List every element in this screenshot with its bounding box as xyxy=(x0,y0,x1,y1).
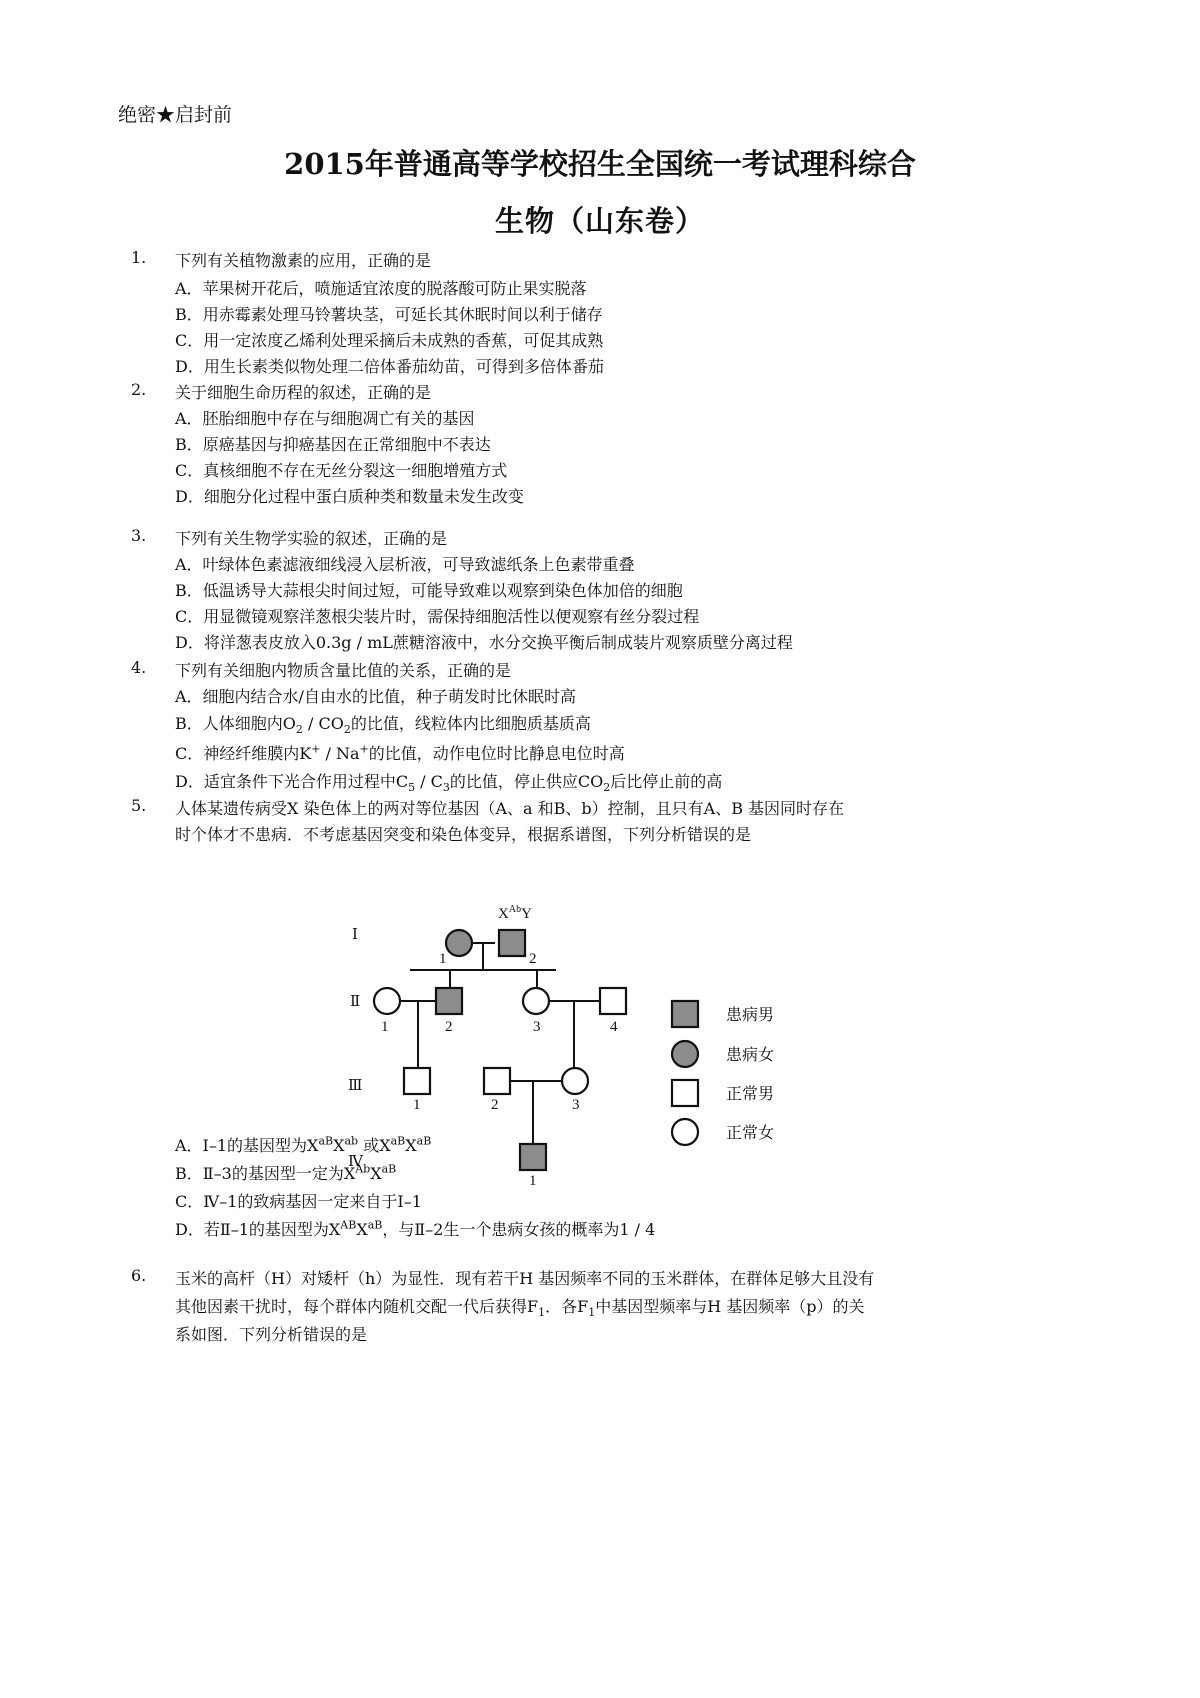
option-b: B．Ⅱ–3的基因型一定为$X^{Ab}X^{aB}$ xyxy=(175,1162,397,1183)
option-a: A．胚胎细胞中存在与细胞凋亡有关的基因 xyxy=(175,409,475,428)
question-number: 5. xyxy=(131,796,147,815)
option-c: C．Ⅳ–1的致病基因一定来自于Ⅰ–1 xyxy=(175,1192,422,1211)
option-d: D．适宜条件下光合作用过程中$C_5 / C_3$的比值，停止供应$CO_2$后比停止前的高 xyxy=(175,772,723,795)
option-b: B．原癌基因与抑癌基因在正常细胞中不表达 xyxy=(175,435,491,454)
option-c: C．真核细胞不存在无丝分裂这一细胞增殖方式 xyxy=(175,461,508,480)
option-b: B．低温诱导大蒜根尖时间过短，可能导致难以观察到染色体加倍的细胞 xyxy=(175,581,683,600)
option-a: A．细胞内结合水/自由水的比值，种子萌发时比休眠时高 xyxy=(175,687,576,706)
normal-male-symbol xyxy=(484,1068,510,1094)
legend-affected-male-icon xyxy=(672,1001,698,1027)
individual-number: 2 xyxy=(491,1097,499,1113)
exam-title: 2015年普通高等学校招生全国统一考试理科综合 xyxy=(284,147,916,181)
individual-number: 2 xyxy=(529,951,537,967)
question-stem: 关于细胞生命历程的叙述，正确的是 xyxy=(175,383,432,402)
individual-number: 2 xyxy=(445,1019,453,1035)
individual-number: 4 xyxy=(610,1019,618,1035)
legend-svg xyxy=(666,995,866,1175)
legend-label: 正常男 xyxy=(726,1084,775,1103)
option-a: A．叶绿体色素滤液细线浸入层析液，可导致滤纸条上色素带重叠 xyxy=(175,555,635,574)
option-a: A．Ⅰ–1的基因型为$X^{aB}X^{ab}$ 或$X^{aB}X^{aB}$ xyxy=(175,1134,432,1155)
individual-number: 3 xyxy=(572,1097,580,1113)
normal-female-symbol xyxy=(562,1068,588,1094)
question-number: 3. xyxy=(131,526,147,545)
legend-label: 患病女 xyxy=(726,1045,775,1064)
exam-subtitle: 生物（山东卷） xyxy=(494,204,705,238)
legend-label: 正常女 xyxy=(726,1123,775,1142)
option-d: D．细胞分化过程中蛋白质种类和数量未发生改变 xyxy=(175,487,524,506)
legend-affected-female-icon xyxy=(672,1041,698,1067)
option-c: C．神经纤维膜内K+ / Na+的比值，动作电位时比静息电位时高 xyxy=(175,742,625,763)
secret-label: 绝密★启封前 xyxy=(118,104,233,126)
pedigree-legend xyxy=(666,995,866,1175)
individual-number: 1 xyxy=(413,1097,421,1113)
question-stem-continued: 时个体才不患病．不考虑基因突变和染色体变异，根据系谱图，下列分析错误的是 xyxy=(175,825,752,844)
affected-male-symbol xyxy=(499,930,525,956)
option-c: C．用显微镜观察洋葱根尖装片时，需保持细胞活性以便观察有丝分裂过程 xyxy=(175,607,700,626)
legend-label: 患病男 xyxy=(726,1005,775,1024)
question-number: 4. xyxy=(131,658,147,677)
legend-normal-male-icon xyxy=(672,1080,698,1106)
option-c: C．用一定浓度乙烯利处理采摘后未成熟的香蕉，可促其成熟 xyxy=(175,331,604,350)
generation-label-1: Ⅰ xyxy=(352,927,358,943)
normal-female-symbol xyxy=(374,988,400,1014)
generation-label-3: Ⅲ xyxy=(348,1078,363,1094)
affected-female-symbol xyxy=(446,930,472,956)
individual-number: 1 xyxy=(529,1173,537,1189)
question-number: 1. xyxy=(131,248,147,267)
question-stem-continued: 系如图．下列分析错误的是 xyxy=(175,1325,368,1344)
option-d: D．将洋葱表皮放入0.3g / mL蔗糖溶液中，水分交换平衡后制成装片观察质壁分离过程 xyxy=(175,633,793,652)
option-d: D．若Ⅱ–1的基因型为$X^{AB}X^{aB}$，与Ⅱ–2生一个患病女孩的概率为1 / 4 xyxy=(175,1218,656,1239)
affected-male-symbol xyxy=(436,988,462,1014)
individual-number: 3 xyxy=(533,1019,541,1035)
question-stem: 下列有关植物激素的应用，正确的是 xyxy=(175,251,432,270)
individual-number: 1 xyxy=(439,951,447,967)
option-b: B．人体细胞内$O_2 / CO_2$的比值，线粒体内比细胞质基质高 xyxy=(175,714,591,737)
genotype-label: $X^{Ab}Y$ xyxy=(498,905,532,922)
question-stem: 下列有关生物学实验的叙述，正确的是 xyxy=(175,529,448,548)
option-d: D．用生长素类似物处理二倍体番茄幼苗，可得到多倍体番茄 xyxy=(175,357,604,376)
individual-number: 1 xyxy=(381,1019,389,1035)
generation-label-4: Ⅳ xyxy=(348,1154,363,1170)
normal-male-symbol xyxy=(600,988,626,1014)
normal-female-symbol xyxy=(523,988,549,1014)
question-stem: 下列有关细胞内物质含量比值的关系，正确的是 xyxy=(175,661,512,680)
normal-male-symbol xyxy=(404,1068,430,1094)
question-stem: 人体某遗传病受X 染色体上的两对等位基因（A、a 和B、b）控制，且只有A、B 基因同时存在 xyxy=(175,799,845,818)
option-b: B．用赤霉素处理马铃薯块茎，可延长其休眠时间以利于储存 xyxy=(175,305,603,324)
question-stem: 玉米的高杆（H）对矮杆（h）为显性．现有若干H 基因频率不同的玉米群体，在群体足够大且没有 xyxy=(175,1269,875,1288)
affected-male-symbol xyxy=(520,1144,546,1170)
generation-label-2: Ⅱ xyxy=(350,994,361,1010)
question-number: 2. xyxy=(131,380,147,399)
question-stem-continued: 其他因素干扰时，每个群体内随机交配一代后获得$F_1$．各$F_1$中基因型频率与H 基因频率（p）的关 xyxy=(175,1297,865,1320)
option-a: A．苹果树开花后，喷施适宜浓度的脱落酸可防止果实脱落 xyxy=(175,279,587,298)
question-number: 6. xyxy=(131,1266,147,1285)
legend-normal-female-icon xyxy=(672,1119,698,1145)
